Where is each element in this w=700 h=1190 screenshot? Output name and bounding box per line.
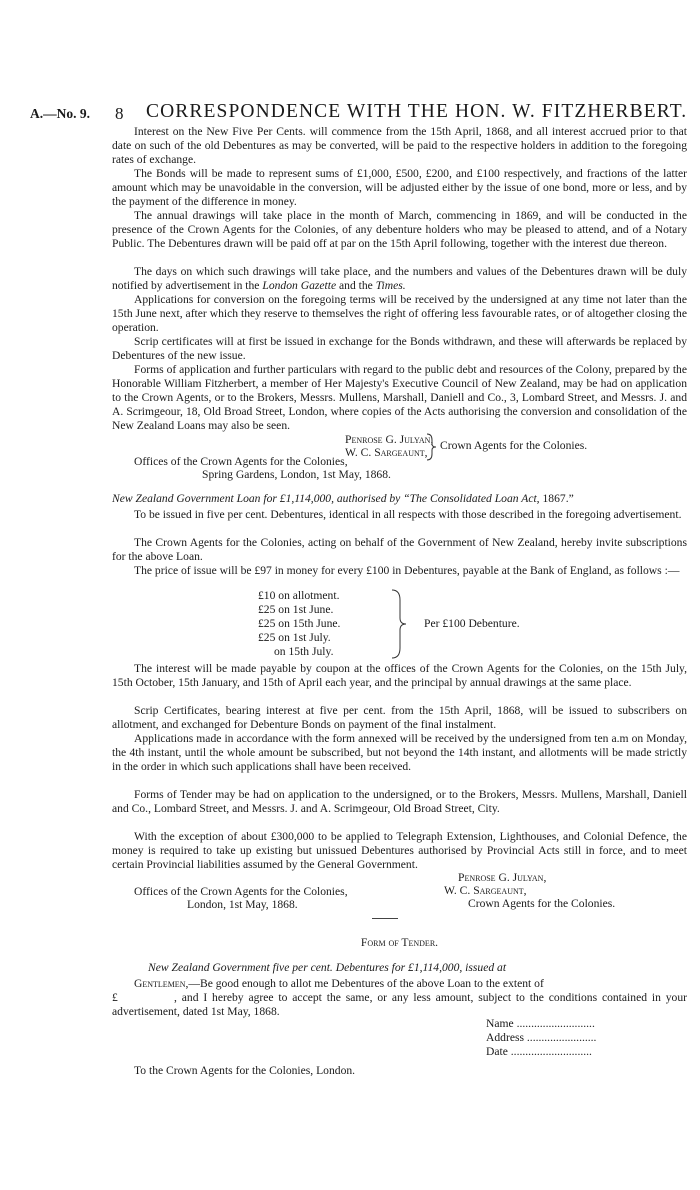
page-number: 8 — [115, 104, 124, 123]
paragraph-scrip: Scrip certificates will at first be issued in exchange for the Bonds withdrawn, and these will afterwards be replaced by Debentures of the new issue. — [112, 335, 687, 363]
tender-heading: Form of Tender. — [360, 936, 439, 949]
page-title: CORRESPONDENCE WITH THE HON. W. FITZHERBERT. — [146, 101, 688, 122]
signatory-name: Penrose G. Julyan, — [458, 871, 547, 884]
instalment-line: £25 on 1st June. — [258, 603, 334, 616]
signatory-name: W. C. Sargeaunt, — [345, 446, 428, 459]
brace-icon — [424, 432, 438, 462]
paragraph-applications: Applications made in accordance with the form annexed will be received by the undersigned from ten a.m on Monday, the 4th instant, until the whole amount be subscribed, but not beyond the 14th instant, and allotments will be made strictly in the order in which such applications shall have been received. — [112, 732, 687, 774]
paragraph-issue: To be issued in five per cent. Debentures, identical in all respects with those described in the foregoing advertisement. — [134, 508, 682, 521]
loan-heading: New Zealand Government Loan for £1,114,000, authorised by “The Consolidated Loan Act, 1867.” — [112, 492, 574, 505]
address-field[interactable]: Address ........................ — [486, 1031, 597, 1044]
paragraph-applications: Applications for conversion on the foregoing terms will be received by the undersigned at any time not later than the 15th June next, after which they reserve to themselves the right of offering less favourable rates, or of altogether closing the operation. — [112, 293, 687, 335]
paragraph-interest-coupon: The interest will be made payable by coupon at the offices of the Crown Agents for the Colonies, on the 15th July, 15th October, 15th January, and 15th of April each year, and the principal by annual drawings at the same place. — [112, 662, 687, 690]
signatories-role: Crown Agents for the Colonies. — [440, 439, 588, 452]
office-date: London, 1st May, 1868. — [187, 898, 298, 911]
instalment-line: £25 on 1st July. — [258, 631, 331, 644]
paragraph-exception: With the exception of about £300,000 to be applied to Telegraph Extension, Lighthouses, and Colonial Defence, the money is required to take up existing but unissued Debentures authorised by Provincial Acts still in force, and to meet certain Provincial liabilities assumed by the General Government. — [112, 830, 687, 872]
paragraph-forms-of-tender: Forms of Tender may be had on application to the undersigned, or to the Brokers, Messrs. Mullens, Marshall, Daniell and Co., Lombard Street, and Messrs. J. and A. Scrimgeour, Old Broad Street, City. — [112, 788, 687, 816]
paragraph-bonds: The Bonds will be made to represent sums of £1,000, £500, £200, and £100 respectively, and fractions of the latter amount which may be unavoidable in the conversion, will be adjusted either by the issue of one bond, more or less, and by the payment of the difference in money. — [112, 167, 687, 209]
date-field[interactable]: Date ............................ — [486, 1045, 592, 1058]
tender-body: Gentlemen,—Be good enough to allot me Debentures of the above Loan to the extent of — [134, 977, 544, 990]
paragraph-scrip-certificates: Scrip Certificates, bearing interest at five per cent. from the 15th April, 1868, will be issued to subscribers on allotment, and exchanged for Debenture Bonds on payment of the final instalment. — [112, 704, 687, 732]
tender-body-continued: , and I hereby agree to accept the same, or any less amount, subject to the conditions contained in your advertisement, dated 1st May, 1868. — [112, 991, 687, 1019]
section-divider — [372, 918, 398, 919]
paragraph-days: The days on which such drawings will take place, and the numbers and values of the Debentures drawn will be duly notified by advertisement in the London Gazette and the Times. — [112, 265, 687, 293]
instalment-line: £25 on 15th June. — [258, 617, 341, 630]
instalment-line: on 15th July. — [274, 645, 334, 658]
paragraph-price: The price of issue will be £97 in money for every £100 in Debentures, payable at the Bank of England, as follows :— — [134, 564, 680, 577]
paragraph-drawings: The annual drawings will take place in the month of March, commencing in 1869, and will be conducted in the presence of the Crown Agents for the Colonies, of any debenture holders who may be pleased to attend, and of a Notary Public. The Debentures drawn will be paid off at par on the 15th April following, together with the interest due thereon. — [112, 209, 687, 251]
per-debenture-label: Per £100 Debenture. — [424, 617, 520, 630]
tender-pound-sign: £ — [112, 991, 118, 1004]
office-address: Offices of the Crown Agents for the Colonies, — [134, 885, 348, 898]
document-reference: A.—No. 9. — [30, 106, 90, 121]
tender-addressee: To the Crown Agents for the Colonies, London. — [134, 1064, 356, 1077]
signatory-name: Penrose G. Julyan, — [345, 433, 434, 446]
paragraph-interest: Interest on the New Five Per Cents. will commence from the 15th April, 1868, and all interest accrued prior to that date on such of the old Debentures as may be converted, will be paid to the respective holders in addition to the foregoing rates of exchange. — [112, 125, 687, 167]
signatory-name: W. C. Sargeaunt, — [444, 884, 527, 897]
instalment-line: £10 on allotment. — [258, 589, 340, 602]
office-address: Offices of the Crown Agents for the Colonies, — [134, 455, 348, 468]
office-date: Spring Gardens, London, 1st May, 1868. — [202, 468, 391, 481]
tender-subject: New Zealand Government five per cent. Debentures for £1,114,000, issued at — [148, 961, 507, 974]
name-field[interactable]: Name ........................... — [486, 1017, 595, 1030]
signatories-role: Crown Agents for the Colonies. — [468, 897, 616, 910]
paragraph-invite: The Crown Agents for the Colonies, acting on behalf of the Government of New Zealand, hereby invite subscriptions for the above Loan. — [112, 536, 687, 564]
paragraph-forms: Forms of application and further particulars with regard to the public debt and resources of the Colony, prepared by the Honorable William Fitzherbert, a member of Her Majesty's Executive Council of New Zealand, may be had on application to the Crown Agents, or to the Brokers, Messrs. Mullens, Marshall, Daniell and Co., 3, Lombard Street, and Messrs. J. and A. Scrimgeour, 18, Old Broad Street, London, where copies of the Acts authorising the conversion and consolidation of the New Zealand Loans may also be seen. — [112, 363, 687, 433]
brace-icon — [388, 588, 410, 660]
